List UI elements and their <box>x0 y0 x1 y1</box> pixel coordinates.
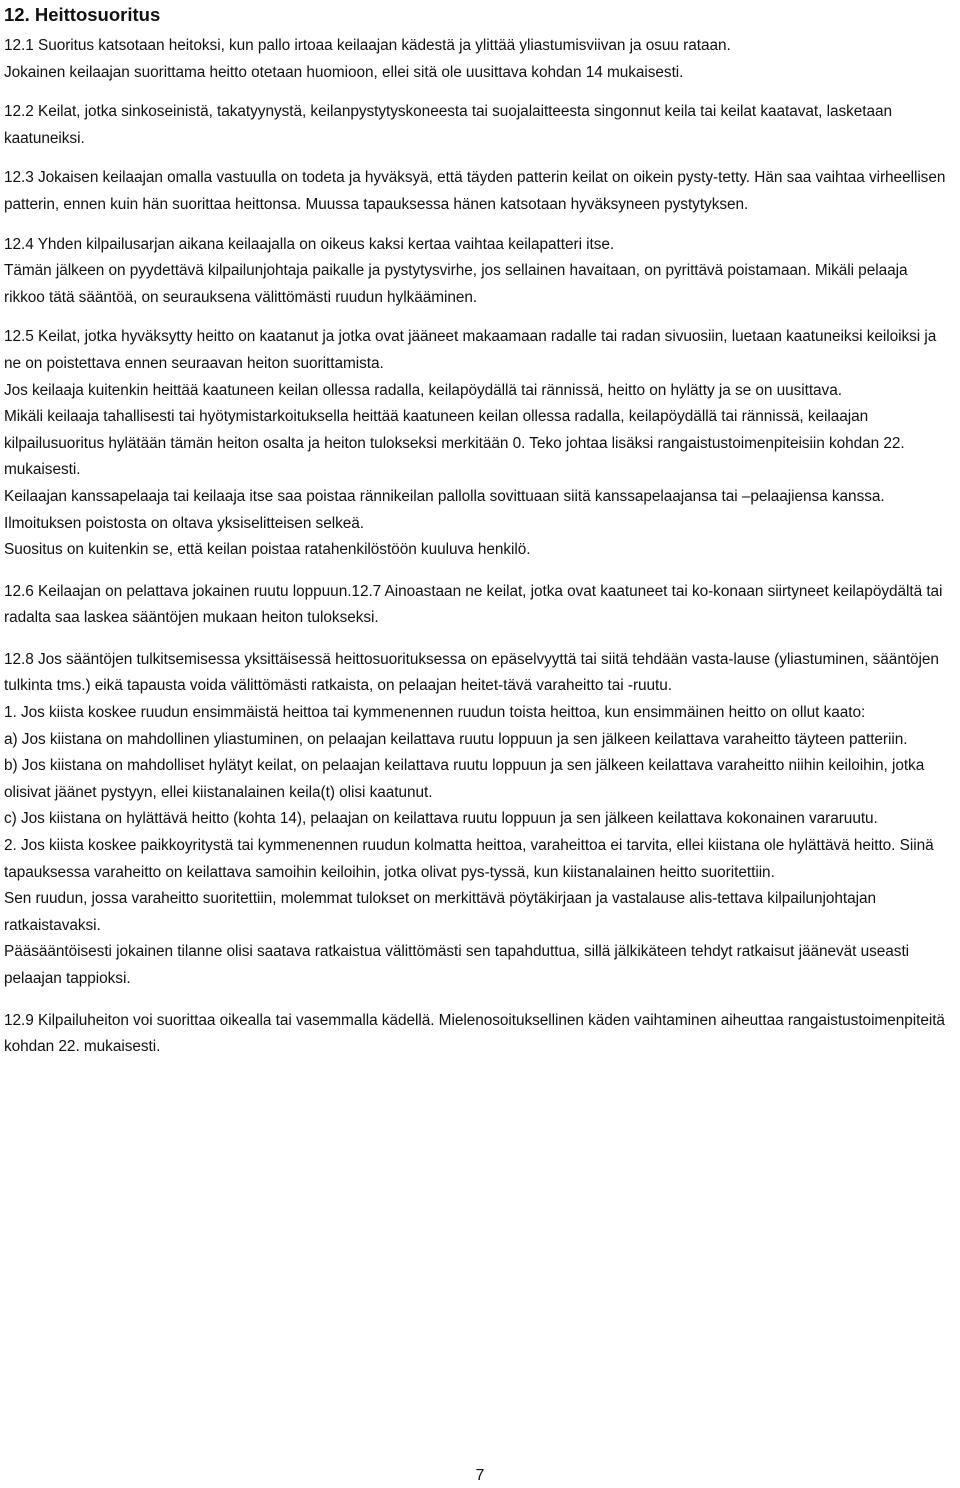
paragraph-12-8-principle: Pääsääntöisesti jokainen tilanne olisi saatava ratkaistua välittömästi sen tapahduttua, sillä jälkikäteen tehdyt ratkaisut jäänevät useasti pelaajan tappioksi. <box>4 943 910 987</box>
paragraph-12-8-scoring: Sen ruudun, jossa varaheitto suoritettiin, molemmat tulokset on merkittävä pöytäkirjaan ja vastalause alis-tettava kilpailunjohtajan ratkaistavaksi. <box>4 890 876 934</box>
paragraph-12-5-gutter-pin: Keilaajan kanssapelaaja tai keilaaja itse saa poistaa rännikeilan pallolla sovittuaan siitä kanssapelaajansa tai –pelaajiensa kanssa. Ilmoituksen poistosta on oltava yksiselitteisen selkeä. <box>4 487 885 532</box>
paragraph-12-8-case-1a: a) Jos kiistana on mahdollinen yliastuminen, on pelaajan keilattava ruutu loppuun ja sen jälkeen keilattava varaheitto täyteen patteriin. <box>4 730 908 748</box>
section-heading: 12. Heittosuoritus <box>4 4 161 25</box>
paragraph-12-5: 12.5 Keilat, jotka hyväksytty heitto on kaatanut ja jotka ovat jääneet makaamaan radalle tai radan sivuosiin, luetaan kaatuneiksi keiloiksi ja ne on poistettava ennen seuraavan heiton suorittamista. <box>4 328 937 372</box>
paragraph-12-8-case-2: 2. Jos kiista koskee paikkoyritystä tai kymmenennen ruudun kolmatta heittoa, varaheittoa ei tarvita, ellei kiistana ole hylättävä heitto. Siinä tapauksessa varaheitto on keilattava samoihin keiloihin, jotka olivat pys-tyssä, kun kiistanalainen heitto suoritettiin. <box>4 837 934 881</box>
paragraph-12-8: 12.8 Jos sääntöjen tulkitsemisessa yksittäisessä heittosuorituksessa on epäselvyyttä tai siitä tehdään vasta-lause (yliastuminen, sääntöjen tulkinta tms.) eikä tapausta voida välittömästi ratkaista, on pelaajan heitet-tävä varaheitto tai -ruutu. <box>4 650 939 695</box>
paragraph-12-8-case-1b: b) Jos kiistana on mahdolliset hylätyt keilat, on pelaajan keilattava ruutu loppuun ja sen jälkeen keilattava varaheitto niihin keiloihin, jotka olisivat jäänet pystyyn, ellei kiistanalainen keila(t) olisi kaatunut. <box>4 757 925 801</box>
paragraph-12-2: 12.2 Keilat, jotka sinkoseinistä, takatyynystä, keilanpystytyskoneesta tai suojalaitteesta singonnut keila tai keilat kaatavat, lasketaan kaatuneiksi. <box>4 103 893 147</box>
paragraph-12-6-12-7: 12.6 Keilaajan on pelattava jokainen ruutu loppuun.12.7 Ainoastaan ne keilat, jotka ovat kaatuneet tai ko-konaan siirtyneet keilapöydältä tai radalta saa laskea sääntöjen mukaan heiton tulokseksi. <box>4 582 943 627</box>
page-number: 7 <box>475 1467 485 1484</box>
paragraph-12-1: 12.1 Suoritus katsotaan heitoksi, kun pallo irtoaa keilaajan kädestä ja ylittää yliastumisviivan ja osuu rataan. <box>4 37 731 54</box>
paragraph-12-1-cont: Jokainen keilaajan suorittama heitto otetaan huomioon, ellei sitä ole uusittava kohdan 14 mukaisesti. <box>4 63 684 81</box>
paragraph-12-5-thrown-fallen: Jos keilaaja kuitenkin heittää kaatuneen keilan ollessa radalla, keilapöydällä tai rännissä, heitto on hylätty ja se on uusittava. <box>4 381 842 399</box>
paragraph-12-5-recommendation: Suositus on kuitenkin se, että keilan poistaa ratahenkilöstöön kuuluva henkilö. <box>4 541 531 559</box>
paragraph-12-3: 12.3 Jokaisen keilaajan omalla vastuulla on todeta ja hyväksyä, että täyden patterin keilat on oikein pysty-tetty. Hän saa vaihtaa virheellisen patterin, ennen kuin hän suorittaa heittonsa. Muussa tapauksessa hänen katsotaan hyväksyneen pystytyksen. <box>4 169 946 213</box>
paragraph-12-8-case-1c: c) Jos kiistana on hylättävä heitto (kohta 14), pelaajan on keilattava ruutu loppuun ja sen jälkeen keilattava kokonainen vararuutu. <box>4 810 878 828</box>
paragraph-12-8-case-1: 1. Jos kiista koskee ruudun ensimmäistä heittoa tai kymmenennen ruudun toista heittoa, kun ensimmäinen heitto on ollut kaato: <box>4 704 866 722</box>
paragraph-12-9: 12.9 Kilpailuheiton voi suorittaa oikealla tai vasemmalla kädellä. Mielenosoituksellinen käden vaihtaminen aiheuttaa rangaistustoimenpiteitä kohdan 22. mukaisesti. <box>4 1011 945 1056</box>
paragraph-12-4-cont: Tämän jälkeen on pyydettävä kilpailunjohtaja paikalle ja pystytysvirhe, jos sellainen havaitaan, on pyrittävä poistamaan. Mikäli pelaaja rikkoo tätä sääntöä, on seurauksena välittömästi ruudun hylkääminen. <box>4 262 908 306</box>
document-page <box>4 0 950 1061</box>
paragraph-12-5-intentional: Mikäli keilaaja tahallisesti tai hyötymistarkoituksella heittää kaatuneen keilan ollessa radalla, keilapöydällä tai rännissä, keilaajan kilpailusuoritus hylätään tämän heiton osalta ja heiton tulokseksi merkitään 0. Teko johtaa lisäksi rangaistustoimenpiteisiin kohdan 22. mukaisesti. <box>4 408 905 479</box>
paragraph-12-4: 12.4 Yhden kilpailusarjan aikana keilaajalla on oikeus kaksi kertaa vaihtaa keilapatteri itse. <box>4 235 615 253</box>
